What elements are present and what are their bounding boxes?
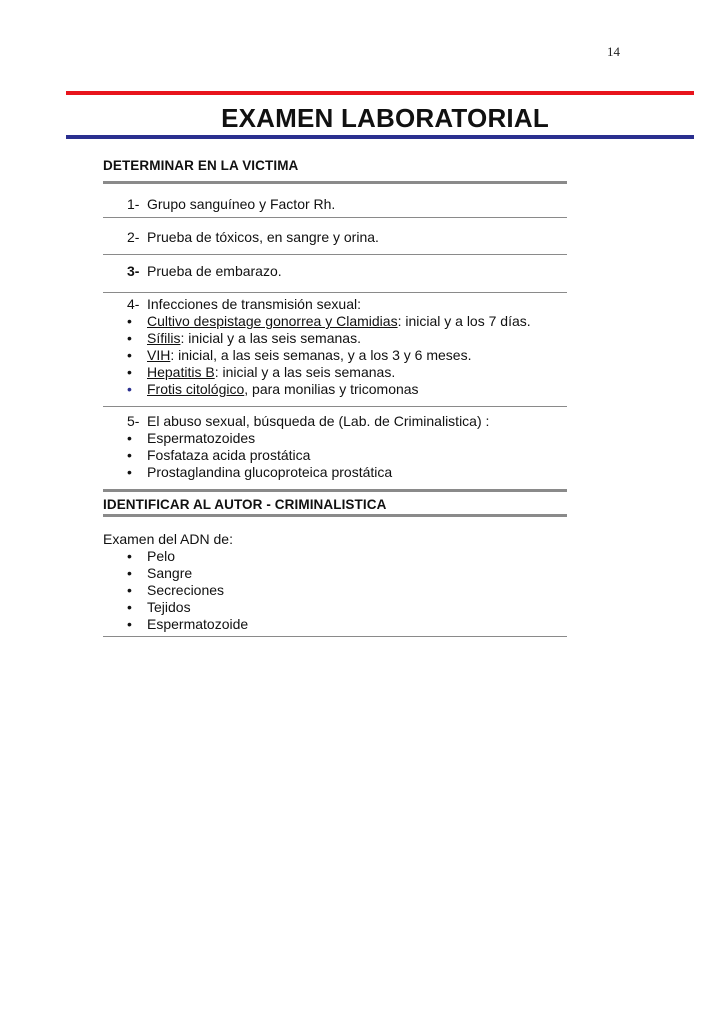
item-text: Grupo sanguíneo y Factor Rh. <box>147 196 336 212</box>
item4-block <box>127 296 531 398</box>
bullet-icon: • <box>127 464 132 480</box>
item5-block <box>127 413 489 481</box>
dna-list <box>127 548 248 633</box>
bullet-icon: • <box>127 616 132 632</box>
list-item <box>127 229 379 246</box>
bullet-row <box>127 464 489 481</box>
list-item <box>127 296 531 313</box>
bullet-icon: • <box>127 565 132 581</box>
item-number: 5- <box>127 413 140 429</box>
bullet-text: : inicial y a los 7 días. <box>397 313 531 329</box>
bullet-row <box>127 616 248 633</box>
bullet-row <box>127 313 531 330</box>
bullet-row <box>127 364 531 381</box>
bullet-icon: • <box>127 599 132 615</box>
page-title: EXAMEN LABORATORIAL <box>221 103 549 133</box>
bullet-text: : inicial y a las seis semanas. <box>214 364 396 380</box>
item-number: 2- <box>127 229 140 245</box>
bullet-icon: • <box>127 347 132 363</box>
bullet-row <box>127 565 248 582</box>
bullet-text: Fosfataza acida prostática <box>147 447 311 463</box>
item-text: Prueba de embarazo. <box>147 263 282 279</box>
bullet-row <box>127 381 531 398</box>
bullet-link[interactable]: Sífilis <box>147 330 181 346</box>
bullet-icon: • <box>127 381 132 397</box>
divider <box>103 254 567 255</box>
bullet-text: Sangre <box>147 565 193 581</box>
bullet-row <box>127 582 248 599</box>
bullet-row <box>127 430 489 447</box>
bullet-text: Pelo <box>147 548 176 564</box>
item-number: 1- <box>127 196 140 212</box>
bullet-link[interactable]: Hepatitis B <box>147 364 215 380</box>
list-item <box>127 263 282 280</box>
divider <box>103 406 567 407</box>
bullet-link[interactable]: VIH <box>147 347 171 363</box>
bullet-text: Prostaglandina glucoproteica prostática <box>147 464 393 480</box>
page-number: 14 <box>607 44 620 59</box>
bullet-text: Espermatozoide <box>147 616 249 632</box>
item-text: El abuso sexual, búsqueda de (Lab. de Criminalistica) : <box>147 413 490 429</box>
section-heading-autor: IDENTIFICAR AL AUTOR - CRIMINALISTICA <box>103 497 387 512</box>
bullet-text: Espermatozoides <box>147 430 256 446</box>
blue-rule <box>66 135 694 139</box>
bullet-row <box>127 548 248 565</box>
section-heading-victima: DETERMINAR EN LA VICTIMA <box>103 158 299 173</box>
divider <box>103 292 567 293</box>
item-number: 3- <box>127 263 140 279</box>
bullet-icon: • <box>127 313 132 329</box>
section-rule <box>103 489 567 492</box>
bullet-text: : inicial y a las seis semanas. <box>180 330 361 346</box>
item-number: 4- <box>127 296 140 312</box>
bullet-row <box>127 347 531 364</box>
bullet-icon: • <box>127 548 132 564</box>
bullet-icon: • <box>127 364 132 380</box>
list-item <box>127 196 335 213</box>
bullet-icon: • <box>127 447 132 463</box>
bullet-icon: • <box>127 430 132 446</box>
divider <box>103 217 567 218</box>
item-text: Prueba de tóxicos, en sangre y orina. <box>147 229 379 245</box>
bullet-icon: • <box>127 582 132 598</box>
item-text: Infecciones de transmisión sexual: <box>147 296 361 312</box>
bullet-text: Secreciones <box>147 582 225 598</box>
bullet-row <box>127 599 248 616</box>
section-rule <box>103 181 567 184</box>
bullet-text: Tejidos <box>147 599 191 615</box>
bullet-text: : inicial, a las seis semanas, y a los 3 y 6 meses. <box>170 347 472 363</box>
bullet-row <box>127 330 531 347</box>
bullet-row <box>127 447 489 464</box>
bullet-link[interactable]: Cultivo despistage gonorrea y Clamidias <box>147 313 398 329</box>
divider <box>103 636 567 637</box>
red-rule <box>66 91 694 95</box>
section-rule <box>103 514 567 517</box>
bullet-link[interactable]: Frotis citológico <box>147 381 245 397</box>
bullet-text: , para monilias y tricomonas <box>244 381 419 397</box>
bullet-icon: • <box>127 330 132 346</box>
list-item <box>127 413 489 430</box>
dna-intro: Examen del ADN de: <box>103 531 233 547</box>
